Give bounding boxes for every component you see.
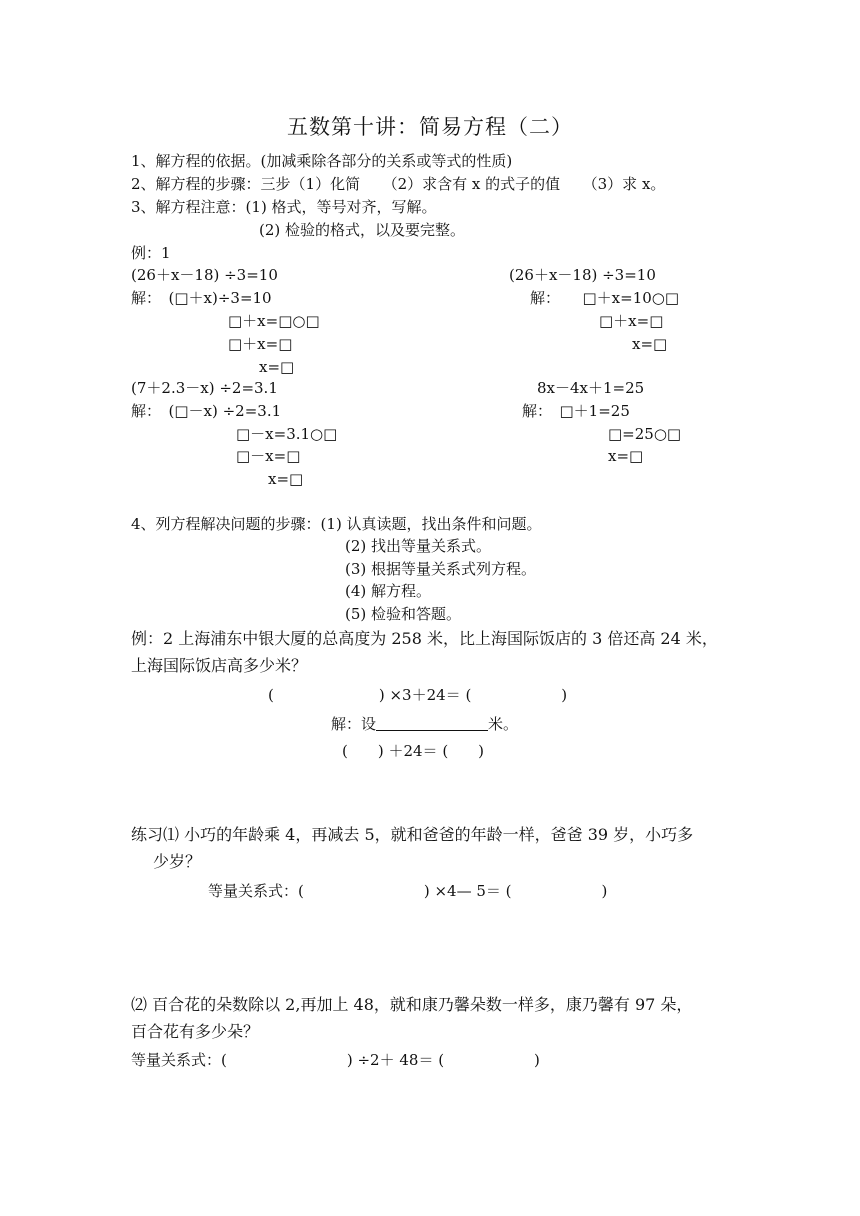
ex1d-step-2: □=25○□ bbox=[608, 425, 682, 443]
practice-1-line-1: 练习⑴ 小巧的年龄乘 4，再减去 5，就和爸爸的年龄一样，爸爸 39 岁，小巧多 bbox=[131, 825, 694, 844]
ex1c-equation: (7＋2.3－x) ÷2=3.1 bbox=[131, 379, 278, 397]
ex1a-step-2: □＋x=□○□ bbox=[228, 312, 320, 330]
point-3-sub: (2) 检验的格式，以及要完整。 bbox=[259, 221, 466, 239]
practice-2-relation: 等量关系式：( ) ÷2＋ 48＝ ( ) bbox=[131, 1051, 540, 1069]
ex1a-equation: (26＋x－18) ÷3=10 bbox=[131, 266, 278, 284]
ex1b-equation: (26＋x－18) ÷3=10 bbox=[509, 266, 656, 284]
page-title: 五数第十讲：简易方程（二） bbox=[287, 115, 573, 139]
ex1d-equation: 8x－4x＋1=25 bbox=[537, 379, 645, 397]
answer-blank[interactable] bbox=[376, 714, 488, 731]
example-2-equation: ( ) ＋24＝ ( ) bbox=[342, 742, 485, 760]
ex1a-step-3: □＋x=□ bbox=[228, 335, 293, 353]
ex1c-step-2: □－x=3.1○□ bbox=[236, 425, 338, 443]
ex1d-step-3: x=□ bbox=[608, 447, 644, 465]
example-2-solve-prefix: 解：设 bbox=[331, 715, 377, 733]
point-2: 2、解方程的步骤：三步（1）化简 （2）求含有 x 的式子的值 （3）求 x。 bbox=[131, 175, 666, 193]
practice-2-line-2: 百合花有多少朵？ bbox=[131, 1022, 260, 1041]
point-4-step-4: (4) 解方程。 bbox=[345, 582, 432, 600]
ex1b-step-2: □＋x=□ bbox=[599, 312, 664, 330]
point-4-step-3: (3) 根据等量关系式列方程。 bbox=[345, 560, 537, 578]
practice-1-relation: 等量关系式：( ) ×4— 5＝ ( ) bbox=[208, 882, 608, 900]
point-4-step-2: (2) 找出等量关系式。 bbox=[345, 537, 492, 555]
ex1c-step-4: x=□ bbox=[268, 470, 304, 488]
example-1-label: 例：1 bbox=[131, 244, 171, 262]
example-2-relation: ( ) ×3＋24＝ ( ) bbox=[268, 686, 568, 704]
point-4-step-5: (5) 检验和答题。 bbox=[345, 605, 462, 623]
point-4-head: 4、列方程解决问题的步骤：(1) 认真读题，找出条件和问题。 bbox=[131, 515, 542, 533]
ex1b-step-1: 解： □＋x=10○□ bbox=[530, 289, 680, 307]
ex1a-step-1: 解： (□＋x)÷3=10 bbox=[131, 289, 272, 307]
point-1: 1、解方程的依据。(加减乘除各部分的关系或等式的性质) bbox=[131, 152, 513, 170]
point-3: 3、解方程注意：(1) 格式，等号对齐，写解。 bbox=[131, 198, 437, 216]
example-2-solve-suffix: 米。 bbox=[488, 715, 519, 733]
ex1a-step-4: x=□ bbox=[259, 358, 295, 376]
practice-2-line-1: ⑵ 百合花的朵数除以 2,再加上 48，就和康乃馨朵数一样多，康乃馨有 97 朵， bbox=[131, 995, 693, 1014]
ex1b-step-3: x=□ bbox=[632, 335, 668, 353]
practice-1-line-2: 少岁？ bbox=[153, 852, 202, 871]
example-2-line-2: 上海国际饭店高多少米？ bbox=[131, 656, 308, 675]
ex1c-step-1: 解： (□－x) ÷2=3.1 bbox=[131, 402, 282, 420]
ex1d-step-1: 解： □＋1=25 bbox=[522, 402, 630, 420]
example-2-solve bbox=[331, 714, 518, 733]
ex1c-step-3: □－x=□ bbox=[236, 447, 301, 465]
example-2-line-1: 例：2 上海浦东中银大厦的总高度为 258 米，比上海国际饭店的 3 倍还高 24 米， bbox=[131, 629, 718, 648]
